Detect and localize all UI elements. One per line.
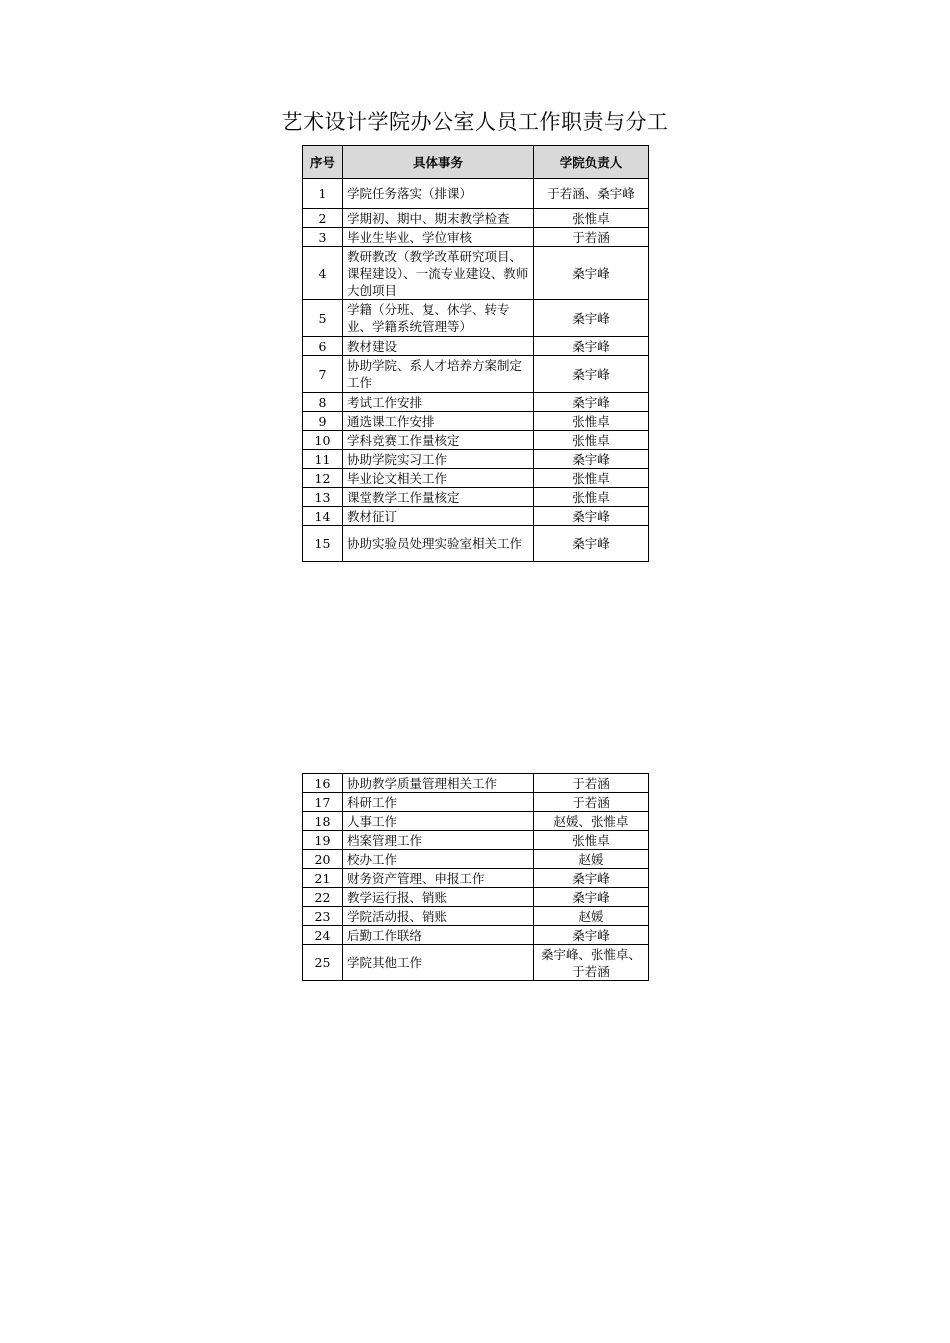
row-serial: 9 [303,412,343,431]
row-serial: 5 [303,300,343,337]
duty-table-part-1 [302,145,649,562]
table-row [303,450,649,469]
row-task: 毕业论文相关工作 [343,469,534,488]
row-task: 科研工作 [343,793,534,812]
table-row [303,869,649,888]
row-serial: 21 [303,869,343,888]
row-owner: 张惟卓 [534,431,649,450]
table-header-row [303,146,649,179]
row-owner: 桑宇峰 [534,869,649,888]
header-owner: 学院负责人 [534,146,649,179]
row-serial: 25 [303,945,343,981]
row-owner: 桑宇峰 [534,526,649,562]
document-title: 艺术设计学院办公室人员工作职责与分工 [281,110,669,134]
header-serial: 序号 [303,146,343,179]
row-serial: 7 [303,356,343,393]
header-task: 具体事务 [343,146,534,179]
table-row [303,228,649,247]
table-row [303,337,649,356]
table-row [303,945,649,981]
row-task: 学籍（分班、复、休学、转专业、学籍系统管理等） [343,300,534,337]
row-task: 通选课工作安排 [343,412,534,431]
row-task: 人事工作 [343,812,534,831]
duty-table-part-2 [302,773,649,981]
row-serial: 3 [303,228,343,247]
row-owner: 于若涵 [534,793,649,812]
row-serial: 19 [303,831,343,850]
row-task: 协助实验员处理实验室相关工作 [343,526,534,562]
row-owner: 桑宇峰 [534,926,649,945]
row-owner: 桑宇峰 [534,300,649,337]
row-owner: 于若涵、桑宇峰 [534,179,649,209]
row-task: 后勤工作联络 [343,926,534,945]
row-serial: 6 [303,337,343,356]
row-task: 协助教学质量管理相关工作 [343,774,534,793]
table-row [303,179,649,209]
row-task: 学科竞赛工作量核定 [343,431,534,450]
row-task: 课堂教学工作量核定 [343,488,534,507]
table-row [303,488,649,507]
row-owner: 桑宇峰 [534,393,649,412]
row-task: 学院其他工作 [343,945,534,981]
row-owner: 桑宇峰 [534,888,649,907]
row-owner: 桑宇峰 [534,507,649,526]
row-serial: 17 [303,793,343,812]
table-row [303,774,649,793]
row-task: 协助学院、系人才培养方案制定工作 [343,356,534,393]
table-row [303,247,649,300]
table-row [303,356,649,393]
row-serial: 24 [303,926,343,945]
row-task: 学院活动报、销账 [343,907,534,926]
table-row [303,469,649,488]
row-serial: 13 [303,488,343,507]
row-serial: 4 [303,247,343,300]
table-row [303,812,649,831]
table-row [303,412,649,431]
row-serial: 2 [303,209,343,228]
row-task: 学院任务落实（排课） [343,179,534,209]
row-owner: 桑宇峰 [534,337,649,356]
row-owner: 于若涵 [534,228,649,247]
row-owner: 桑宇峰 [534,247,649,300]
row-task: 教材征订 [343,507,534,526]
row-serial: 8 [303,393,343,412]
row-owner: 于若涵 [534,774,649,793]
row-owner: 张惟卓 [534,831,649,850]
row-serial: 11 [303,450,343,469]
table-row [303,831,649,850]
table-row [303,526,649,562]
row-serial: 12 [303,469,343,488]
row-owner: 桑宇峰、张惟卓、于若涵 [534,945,649,981]
table-row [303,300,649,337]
row-owner: 赵媛 [534,850,649,869]
table-row [303,926,649,945]
row-task: 财务资产管理、申报工作 [343,869,534,888]
table-row [303,431,649,450]
row-serial: 18 [303,812,343,831]
row-serial: 16 [303,774,343,793]
row-owner: 张惟卓 [534,488,649,507]
table-row [303,393,649,412]
row-task: 教材建设 [343,337,534,356]
table-row [303,209,649,228]
row-owner: 张惟卓 [534,469,649,488]
row-serial: 23 [303,907,343,926]
row-owner: 张惟卓 [534,412,649,431]
row-owner: 赵媛、张惟卓 [534,812,649,831]
row-serial: 15 [303,526,343,562]
row-task: 教学运行报、销账 [343,888,534,907]
row-task: 毕业生毕业、学位审核 [343,228,534,247]
row-task: 档案管理工作 [343,831,534,850]
row-owner: 桑宇峰 [534,450,649,469]
row-task: 学期初、期中、期末教学检查 [343,209,534,228]
row-serial: 14 [303,507,343,526]
row-owner: 赵媛 [534,907,649,926]
table-row [303,793,649,812]
row-serial: 1 [303,179,343,209]
row-task: 协助学院实习工作 [343,450,534,469]
table-row [303,507,649,526]
table-row [303,888,649,907]
row-owner: 张惟卓 [534,209,649,228]
table-row [303,850,649,869]
row-task: 考试工作安排 [343,393,534,412]
row-serial: 10 [303,431,343,450]
row-owner: 桑宇峰 [534,356,649,393]
row-task: 校办工作 [343,850,534,869]
table-row [303,907,649,926]
row-task: 教研教改（教学改革研究项目、课程建设）、一流专业建设、教师大创项目 [343,247,534,300]
row-serial: 20 [303,850,343,869]
row-serial: 22 [303,888,343,907]
